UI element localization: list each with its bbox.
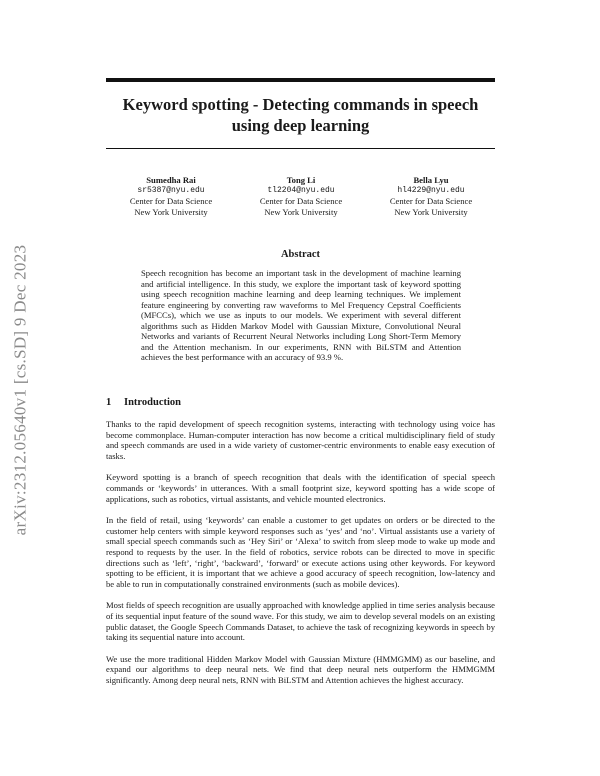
- author-name: Bella Lyu: [413, 175, 449, 185]
- author-institution: New York University: [134, 206, 208, 217]
- abstract-text: Speech recognition has become an important task in the development of machine learning and artificial intelligence. In this study, we explore the important task of keyword spotting using speech recognition machine learning and deep learning techniques. We implement feature engineering by converting raw waveforms to Mel Frequency Cepstral Coefficients (MFCCs), which we use as inputs to our models. We experiment with several different algorithms such as Hidden Markov Model with Gaussian Mixture, Convolutional Neural Networks and variants of Recurrent Neural Networks including Long Short-Term Memory and the Attention mechanism. In our experiments, RNN with BiLSTM and Attention achieves the best performance with an accuracy of 93.9 %.: [141, 268, 461, 362]
- author-institution: New York University: [264, 206, 338, 217]
- body-paragraph: In the field of retail, using ‘keywords’ can enable a customer to get updates on orders or be directed to the customer help centers with simple keyword responses such as ‘yes’ and ‘no’. Virtual assistants use a variety of small special speech commands such as ‘Hey Siri’ or ‘Alexa’ to switch from sleep mode to wake up mode and respond to requests by the user. In the field of robotics, service robots can be directed to move in specific directions such as ‘left’, ‘right’, ‘backward’, ‘forward’ or execute actions using other keywords. For keyword spotting to be efficient, it is important that we achieve a good accuracy of speech recognition, low-latency and be able to run in computationally constrained environments (such as mobile devices).: [106, 515, 495, 589]
- author: [372, 175, 490, 217]
- author-email: sr5387@nyu.edu: [137, 185, 205, 195]
- author-email: tl2204@nyu.edu: [267, 185, 335, 195]
- body-paragraph: We use the more traditional Hidden Markov Model with Gaussian Mixture (HMMGMM) as our baseline, and expand our algorithms to deep neural nets. We find that deep neural nets outperform the HMMGMM significantly. Among deep neural nets, RNN with BiLSTM and Attention achieves the highest accuracy.: [106, 653, 495, 685]
- title-bottom-rule: [106, 148, 495, 149]
- abstract-heading: Abstract: [280, 249, 321, 260]
- author-affiliation: Center for Data Science: [129, 196, 213, 206]
- author-affiliation: Center for Data Science: [389, 196, 473, 206]
- author-institution: New York University: [394, 206, 468, 217]
- author-name: Sumedha Rai: [146, 175, 196, 185]
- arxiv-identifier-text: arXiv:2312.05640v1 [cs.SD] 9 Dec 2023: [10, 244, 29, 536]
- section-number: 1: [106, 397, 112, 408]
- body-paragraph: Most fields of speech recognition are usually approached with knowledge applied in time series analysis because of its sequential input feature of the sound wave. For this study, we aim to develop several models on an existing public dataset, the Google Speech Commands Dataset, to achieve the task of recognizing keywords in speech by taking its sequential nature into account.: [106, 600, 495, 643]
- author-name: Tong Li: [286, 175, 316, 185]
- author-affiliation: Center for Data Science: [259, 196, 343, 206]
- section-title: Introduction: [124, 397, 181, 408]
- author-email: hl4229@nyu.edu: [397, 185, 465, 195]
- title-top-rule: [106, 78, 495, 82]
- paper-title: Keyword spotting - Detecting commands in speech using deep learning: [122, 95, 479, 135]
- section-heading: [106, 397, 181, 408]
- section-body: [106, 419, 495, 696]
- author-block: [112, 175, 490, 217]
- author: [112, 175, 230, 217]
- body-paragraph: Keyword spotting is a branch of speech recognition that deals with the identification of special speech commands or ‘keywords’ in utterances. With a small footprint size, keyword spotting has a wide scope of applications, such as robotics, virtual assistants, and vehicle mounted electronics.: [106, 472, 495, 504]
- body-paragraph: Thanks to the rapid development of speech recognition systems, interacting with technology using voice has become commonplace. Human-computer interaction has now become a critical multidisciplinary field of study and speech commands are used in a wide variety of customer-centric environments to enable easy execution of tasks.: [106, 419, 495, 461]
- arxiv-identifier-stamp: [2, 210, 38, 570]
- author: [242, 175, 360, 217]
